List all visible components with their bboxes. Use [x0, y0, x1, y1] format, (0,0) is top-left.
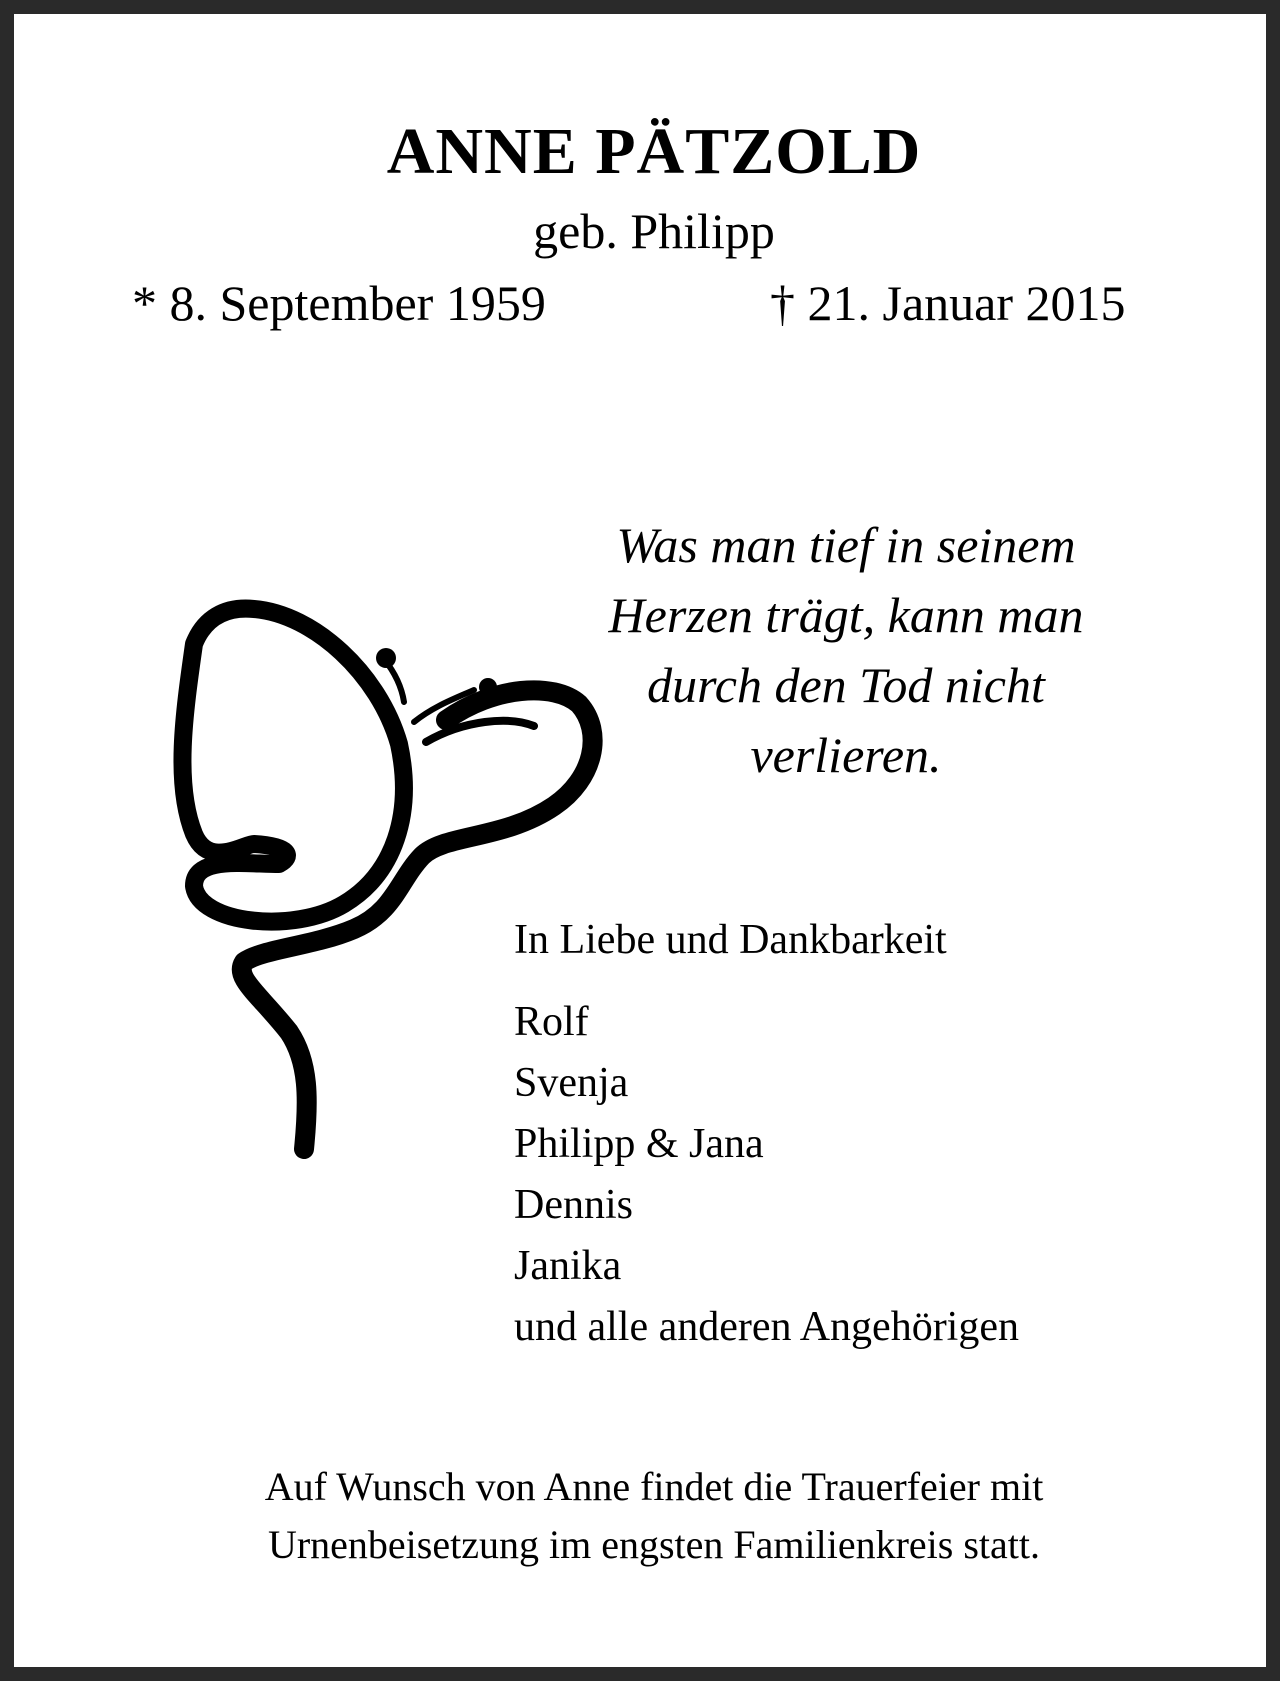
- mourner-name: und alle anderen Angehörigen: [514, 1304, 1019, 1350]
- memorial-quote: [534, 510, 1158, 790]
- deceased-name: ANNE PÄTZOLD: [386, 115, 922, 188]
- quote-line: verlieren.: [750, 727, 942, 783]
- mourner-name: Philipp & Jana: [514, 1121, 764, 1167]
- mourner-list: [514, 992, 1019, 1358]
- mourner-name: Dennis: [514, 1182, 633, 1228]
- birth-date: * 8. September 1959: [132, 275, 546, 331]
- mourner-name: Janika: [514, 1243, 622, 1289]
- mourner-name: Svenja: [514, 1060, 629, 1106]
- quote-line: Herzen trägt, kann man: [608, 587, 1084, 643]
- funeral-notice: [14, 1458, 1280, 1574]
- maiden-name: geb. Philipp: [533, 203, 775, 259]
- closing-phrase: In Liebe und Dankbarkeit: [514, 917, 947, 963]
- notice-line: Auf Wunsch von Anne findet die Trauerfeier mit: [264, 1464, 1044, 1509]
- quote-line: Was man tief in seinem: [616, 517, 1076, 573]
- mourner-name: Rolf: [514, 999, 589, 1045]
- quote-line: durch den Tod nicht: [647, 657, 1045, 713]
- death-date: † 21. Januar 2015: [770, 275, 1126, 331]
- notice-line: Urnenbeisetzung im engsten Familienkreis statt.: [267, 1522, 1041, 1567]
